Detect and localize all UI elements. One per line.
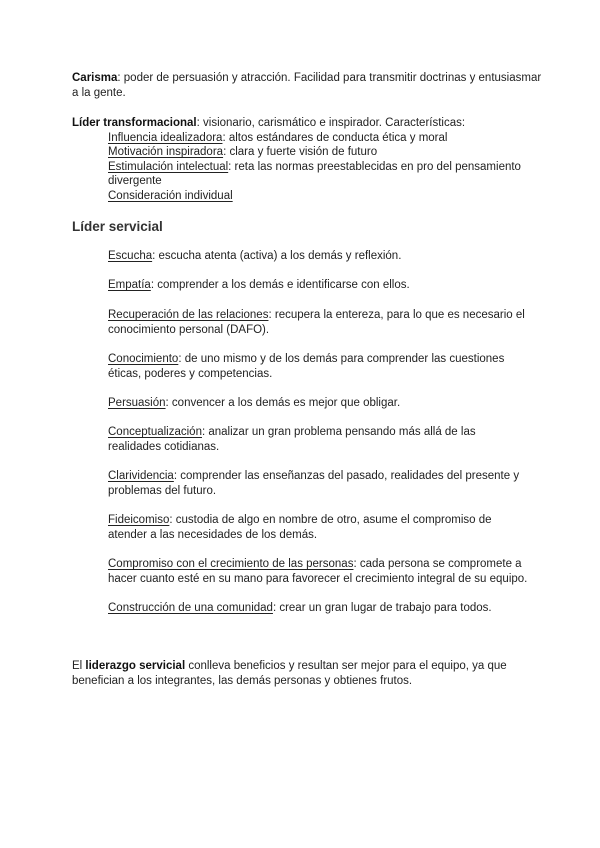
item-text: : convencer a los demás es mejor que obligar. (165, 397, 401, 409)
carisma-definition: : poder de persuasión y atracción. Facilidad para transmitir doctrinas y entusiasmar a la gente. (72, 72, 542, 99)
item-text: : clara y fuerte visión de futuro (223, 146, 378, 158)
conclusion-pre: El (72, 660, 86, 672)
item-term: Clarividencia (108, 470, 174, 482)
item-text: : custodia de algo en nombre de otro, asume el compromiso de atender a las necesidades de los demás. (108, 514, 492, 541)
carisma-term: Carisma (72, 72, 118, 84)
item-term: Fideicomiso (108, 514, 170, 526)
item-text: : reta las normas preestablecidas en pro del pensamiento divergente (108, 160, 521, 187)
conclusion-paragraph (72, 659, 542, 688)
item-text: : cada persona se compromete a hacer cuanto esté en su mano para favorecer el crecimiento integral de su equipo. (108, 558, 528, 585)
transformacional-section (72, 116, 542, 203)
item-text: : escucha atenta (activa) a los demás y reflexión. (152, 250, 402, 262)
item-term: Construcción de una comunidad (108, 602, 273, 614)
item-term: Consideración individual (108, 189, 233, 202)
item-term: Estimulación intelectual (108, 160, 229, 173)
item-term: Conceptualización (108, 426, 202, 438)
item-term: Recuperación de las relaciones (108, 309, 269, 321)
item-term: Motivación inspiradora (108, 146, 224, 158)
servicial-item (108, 557, 528, 586)
servicial-item (108, 278, 528, 293)
item-term: Conocimiento (108, 353, 179, 365)
servicial-item (108, 352, 528, 381)
item-text: : analizar un gran problema pensando más allá de las realidades cotidianas. (108, 426, 476, 453)
conclusion-bold: liderazgo servicial (85, 660, 186, 672)
item-text: : altos estándares de conducta ética y moral (222, 131, 448, 144)
servicial-item (108, 308, 528, 337)
servicial-item (108, 601, 528, 616)
item-text: : comprender a los demás e identificarse con ellos. (150, 279, 410, 291)
servicial-item (108, 249, 528, 264)
item-term: Empatía (108, 279, 151, 291)
transformacional-item (72, 145, 542, 160)
item-term: Escucha (108, 250, 153, 262)
servicial-item (108, 396, 528, 411)
item-term: Influencia idealizadora (108, 131, 223, 144)
item-text: : crear un gran lugar de trabajo para todos. (272, 602, 492, 614)
conclusion-post: conlleva beneficios y resultan ser mejor para el equipo, ya que benefician a los integrantes, las demás personas y obtienes frutos. (72, 660, 507, 687)
servicial-item (108, 513, 528, 542)
servicial-item (108, 425, 528, 454)
transformacional-item (72, 160, 542, 189)
transformacional-definition: : visionario, carismático e inspirador. Características: (196, 117, 466, 129)
transformacional-intro (72, 116, 542, 131)
item-term: Compromiso con el crecimiento de las personas (108, 558, 354, 570)
item-term: Persuasión (108, 397, 166, 409)
item-text: : comprender las enseñanzas del pasado, realidades del presente y problemas del futuro. (108, 470, 520, 497)
item-text: : recupera la entereza, para lo que es necesario el conocimiento personal (DAFO). (108, 309, 525, 336)
servicial-heading: Líder servicial (72, 219, 163, 234)
carisma-paragraph (72, 71, 542, 100)
transformacional-term: Líder transformacional (72, 117, 197, 129)
transformacional-item (72, 131, 542, 146)
servicial-item (108, 469, 528, 498)
item-text: : de uno mismo y de los demás para comprender las cuestiones éticas, poderes y competencias. (108, 353, 505, 380)
transformacional-item (72, 189, 542, 204)
